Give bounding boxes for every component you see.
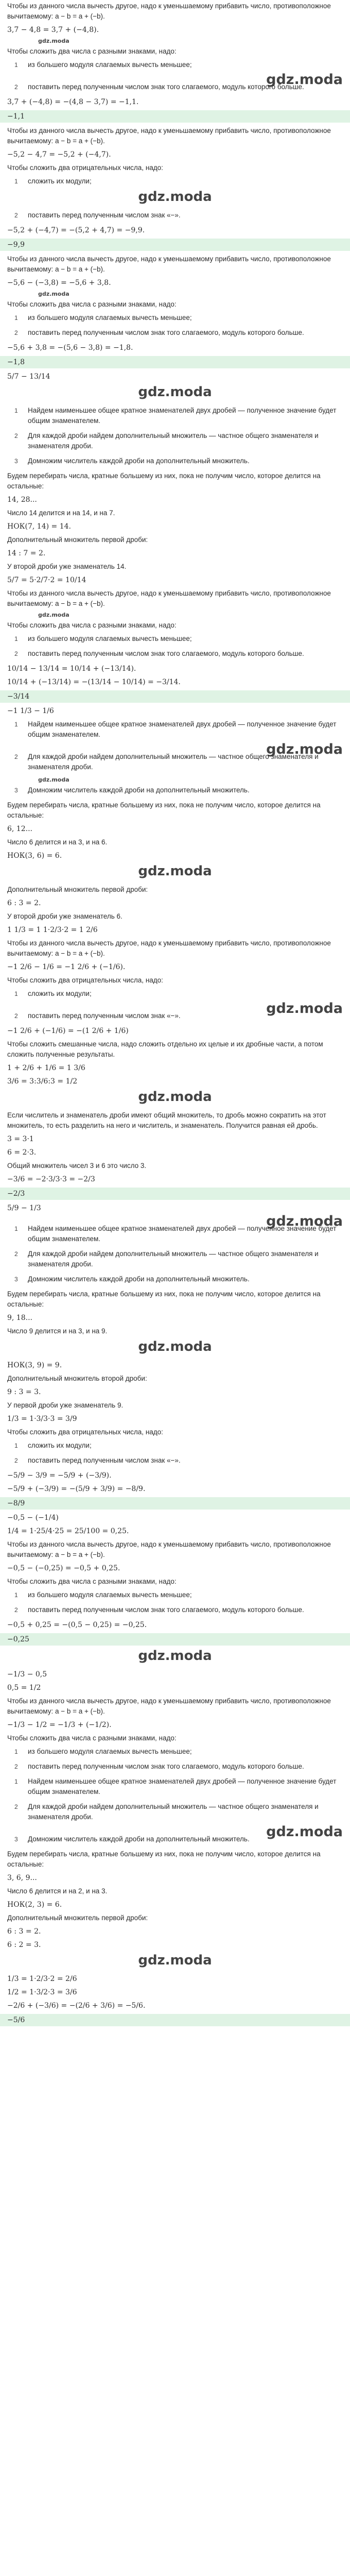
math-line: 5/7 − 13/14 — [7, 372, 50, 381]
text-line: Дополнительный множитель первой дроби: — [7, 1914, 148, 1922]
math-line: 5/7 = 5·2/7·2 = 10/14 — [7, 576, 86, 584]
math-line: 9, 18... — [7, 1314, 32, 1322]
list-item: 3 Домножим числитель каждой дроби на дополнительный множитель. — [14, 1835, 250, 1843]
list-item: 2 поставить перед полученным числом знак того слагаемого, модуль которого больше. — [14, 650, 304, 657]
math-line: −5,6 + 3,8 = −(5,6 − 3,8) = −1,8. — [7, 344, 133, 352]
rule-subtract: Чтобы из данного числа вычесть другое, надо к уменьшаемому прибавить число, противоположное вычитаемому: a − b = a + (−b). — [7, 589, 331, 607]
answer-line: −0,25 — [0, 1633, 350, 1646]
list-item: 1 сложить их модули; — [14, 177, 92, 185]
math-line: −3/6 = −2·3/3·3 = −2/3 — [7, 1175, 95, 1183]
math-line: НОК(3, 9) = 9. — [7, 1361, 62, 1369]
list-item: 1 сложить их модули; — [14, 990, 92, 997]
lcm-search: Будем перебирать числа, кратные большему из них, пока не получим число, которое делится на остальные: — [7, 472, 321, 490]
brand-watermark: gdz.moda — [266, 1824, 343, 1840]
list-item: 1 Найдем наименьшее общее кратное знаменателей двух дробей — полученное значение будет общим знаменателем. — [14, 406, 337, 425]
text-line: Число 6 делится и на 3, и на 6. — [7, 838, 108, 846]
list-item: 1 из большего модуля слагаемых вычесть меньшее; — [14, 1591, 192, 1599]
list-item: 1 из большего модуля слагаемых вычесть меньшее; — [14, 635, 192, 642]
list-item: 2 поставить перед полученным числом знак «−». — [14, 211, 181, 219]
brand-watermark: gdz.moda — [138, 189, 212, 205]
list-item: 2 Для каждой дроби найдем дополнительный множитель — частное общего знаменателя и знаменателя дроби. — [14, 753, 319, 771]
rule-neg-intro: Чтобы сложить два отрицательных числа, надо: — [7, 164, 163, 172]
rule-subtract: Чтобы из данного числа вычесть другое, надо к уменьшаемому прибавить число, противоположное вычитаемому: a − b = a + (−b). — [7, 2, 331, 20]
math-line: −5/9 + (−3/9) = −(5/9 + 3/9) = −8/9. — [7, 1485, 146, 1493]
math-line: 6 : 3 = 2. — [7, 899, 41, 907]
rule-diff-signs: Чтобы сложить два числа с разными знаками, надо: — [7, 1734, 177, 1742]
math-line: −0,5 − (−1/4) — [7, 1514, 59, 1522]
math-line: −1/3 − 0,5 — [7, 1670, 47, 1679]
text-line: У второй дроби уже знаменатель 6. — [7, 912, 122, 920]
text-line: У первой дроби уже знаменатель 9. — [7, 1401, 124, 1409]
math-line: −0,5 − (−0,25) = −0,5 + 0,25. — [7, 1564, 120, 1572]
brand-watermark: gdz.moda — [266, 72, 343, 88]
list-item: 2 поставить перед полученным числом знак «−». — [14, 1456, 181, 1464]
brand-watermark: gdz.moda — [138, 1089, 212, 1105]
rule-diff-signs: Чтобы сложить два числа с разными знаками, надо: — [7, 300, 177, 308]
text-line: Число 6 делится и на 2, и на 3. — [7, 1887, 108, 1895]
answer-line: −9,9 — [0, 239, 350, 251]
list-item: 3 Домножим числитель каждой дроби на дополнительный множитель. — [14, 1275, 250, 1283]
rule-diff-signs: Чтобы сложить два числа с разными знаками, надо: — [7, 621, 177, 629]
math-line: −1 2/6 + (−1/6) = −(1 2/6 + 1/6) — [7, 1027, 129, 1035]
text-line: Общий множитель чисел 3 и 6 это число 3. — [7, 1162, 147, 1170]
brand-watermark: gdz.moda — [138, 1953, 212, 1968]
math-line: −5,2 + (−4,7) = −(5,2 + 4,7) = −9,9. — [7, 226, 145, 234]
list-item: 1 Найдем наименьшее общее кратное знаменателей двух дробей — полученное значение будет общим знаменателем. — [14, 1777, 337, 1795]
math-line: НОК(2, 3) = 6. — [7, 1901, 62, 1909]
text-line: Если числитель и знаменатель дроби имеют общий множитель, то дробь можно сократить на этот множитель, то есть разделить на него и числитель, и знаменатель. Получится равная ей дробь. — [7, 1111, 326, 1129]
list-item: 2 Для каждой дроби найдем дополнительный множитель — частное общего знаменателя и знаменателя дроби. — [14, 1250, 319, 1268]
math-line: 14 : 7 = 2. — [7, 549, 46, 557]
math-line: 0,5 = 1/2 — [7, 1684, 41, 1692]
rule-diff-signs: Чтобы сложить два числа с разными знаками, надо: — [7, 1578, 177, 1585]
math-line: −1 2/6 − 1/6 = −1 2/6 + (−1/6). — [7, 963, 126, 971]
brand-watermark: gdz.moda — [138, 384, 212, 400]
text-line: Чтобы сложить смешанные числа, надо сложить отдельно их целые и их дробные части, а потом сложить полученные результаты. — [7, 1040, 323, 1058]
math-line: −0,5 + 0,25 = −(0,5 − 0,25) = −0,25. — [7, 1621, 147, 1629]
math-line: 10/14 + (−13/14) = −(13/14 − 10/14) = −3/14. — [7, 678, 181, 686]
list-item: 3 Домножим числитель каждой дроби на дополнительный множитель. — [14, 457, 250, 465]
list-item: 1 из большего модуля слагаемых вычесть меньшее; — [14, 1748, 192, 1755]
math-line: 3/6 = 3:3/6:3 = 1/2 — [7, 1077, 78, 1086]
rule-subtract: Чтобы из данного числа вычесть другое, надо к уменьшаемому прибавить число, противоположное вычитаемому: a − b = a + (−b). — [7, 255, 331, 273]
math-line: 1 1/3 = 1 1·2/3·2 = 1 2/6 — [7, 926, 98, 934]
text-line: Дополнительный множитель второй дроби: — [7, 1375, 147, 1382]
list-item: 1 из большего модуля слагаемых вычесть меньшее; — [14, 61, 192, 69]
brand-watermark: gdz.moda — [38, 38, 69, 44]
math-line: −1 1/3 − 1/6 — [7, 707, 54, 715]
math-line: 1/2 = 1·3/2·3 = 3/6 — [7, 1988, 77, 1996]
math-line: −1/3 − 1/2 = −1/3 + (−1/2). — [7, 1721, 112, 1729]
math-line: −5/9 − 3/9 = −5/9 + (−3/9). — [7, 1471, 112, 1480]
math-line: 3,7 − 4,8 = 3,7 + (−4,8). — [7, 26, 99, 34]
list-item: 1 из большего модуля слагаемых вычесть меньшее; — [14, 314, 192, 321]
brand-watermark: gdz.moda — [138, 863, 212, 879]
math-line: 1/4 = 1·25/4·25 = 25/100 = 0,25. — [7, 1527, 129, 1535]
math-line: 3, 6, 9... — [7, 1874, 37, 1882]
list-item: 2 поставить перед полученным числом знак того слагаемого, модуль которого больше. — [14, 83, 304, 91]
brand-watermark: gdz.moda — [38, 612, 69, 618]
answer-line: −8/9 — [0, 1497, 350, 1510]
rule-subtract: Чтобы из данного числа вычесть другое, надо к уменьшаемому прибавить число, противоположное вычитаемому: a − b = a + (−b). — [7, 1697, 331, 1715]
rule-subtract: Чтобы из данного числа вычесть другое, надо к уменьшаемому прибавить число, противоположное вычитаемому: a − b = a + (−b). — [7, 939, 331, 957]
rule-diff-signs: Чтобы сложить два числа с разными знаками, надо: — [7, 47, 177, 55]
brand-watermark: gdz.moda — [138, 1648, 212, 1664]
list-item: 2 поставить перед полученным числом знак того слагаемого, модуль которого больше. — [14, 1606, 304, 1614]
list-item: 1 Найдем наименьшее общее кратное знаменателей двух дробей — полученное значение будет общим знаменателем. — [14, 1225, 337, 1243]
text-line: Число 14 делится и на 14, и на 7. — [7, 509, 115, 517]
brand-watermark: gdz.moda — [266, 1213, 343, 1229]
list-item: 1 сложить их модули; — [14, 1442, 92, 1449]
math-line: 6 : 3 = 2. — [7, 1927, 41, 1936]
math-line: 1 + 2/6 + 1/6 = 1 3/6 — [7, 1064, 85, 1072]
list-item: 2 поставить перед полученным числом знак «−». — [14, 1012, 181, 1020]
rule-subtract: Чтобы из данного числа вычесть другое, надо к уменьшаемому прибавить число, противоположное вычитаемому: a − b = a + (−b). — [7, 127, 331, 145]
list-item: 2 поставить перед полученным числом знак того слагаемого, модуль которого больше. — [14, 1762, 304, 1770]
lcm-search: Будем перебирать числа, кратные большему из них, пока не получим число, которое делится на остальные: — [7, 801, 321, 819]
rule-subtract: Чтобы из данного числа вычесть другое, надо к уменьшаемому прибавить число, противоположное вычитаемому: a − b = a + (−b). — [7, 1540, 331, 1558]
answer-line: −1,8 — [0, 356, 350, 368]
math-line: −5,2 − 4,7 = −5,2 + (−4,7). — [7, 150, 111, 159]
text-line: Число 9 делится и на 3, и на 9. — [7, 1327, 108, 1335]
math-line: НОК(3, 6) = 6. — [7, 852, 62, 860]
rule-neg-intro: Чтобы сложить два отрицательных числа, надо: — [7, 976, 163, 984]
math-line: 3,7 + (−4,8) = −(4,8 − 3,7) = −1,1. — [7, 98, 139, 106]
math-line: 6 : 2 = 3. — [7, 1941, 41, 1949]
brand-watermark: gdz.moda — [38, 776, 69, 783]
list-item: 2 Для каждой дроби найдем дополнительный множитель — частное общего знаменателя и знаменателя дроби. — [14, 1803, 319, 1821]
answer-line: −1,1 — [0, 110, 350, 123]
math-line: 6, 12... — [7, 825, 32, 833]
math-line: 1/3 = 1·2/3·2 = 2/6 — [7, 1975, 77, 1983]
brand-watermark: gdz.moda — [38, 291, 69, 297]
brand-watermark: gdz.moda — [138, 1339, 212, 1354]
math-line: 1/3 = 1·3/3·3 = 3/9 — [7, 1415, 77, 1423]
rule-neg-intro: Чтобы сложить два отрицательных числа, надо: — [7, 1428, 163, 1436]
math-line: 9 : 3 = 3. — [7, 1388, 41, 1396]
math-line: −2/6 + (−3/6) = −(2/6 + 3/6) = −5/6. — [7, 2002, 146, 2010]
text-line: Дополнительный множитель первой дроби: — [7, 536, 148, 544]
lcm-search: Будем перебирать числа, кратные большему из них, пока не получим число, которое делится на остальные: — [7, 1290, 321, 1308]
text-line: Дополнительный множитель первой дроби: — [7, 886, 148, 893]
brand-watermark: gdz.moda — [266, 1001, 343, 1016]
brand-watermark: gdz.moda — [266, 741, 343, 757]
answer-line: −5/6 — [0, 2014, 350, 2026]
list-item: 1 Найдем наименьшее общее кратное знаменателей двух дробей — полученное значение будет общим знаменателем. — [14, 720, 337, 738]
answer-line: −3/14 — [0, 690, 350, 703]
math-line: 5/9 − 1/3 — [7, 1204, 41, 1212]
list-item: 2 поставить перед полученным числом знак того слагаемого, модуль которого больше. — [14, 329, 304, 336]
math-line: 3 = 3·1 — [7, 1135, 34, 1143]
answer-line: −2/3 — [0, 1188, 350, 1200]
lcm-search: Будем перебирать числа, кратные большему из них, пока не получим число, которое делится на остальные: — [7, 1850, 321, 1868]
math-line: 10/14 − 13/14 = 10/14 + (−13/14). — [7, 665, 136, 673]
math-line: −5,6 − (−3,8) = −5,6 + 3,8. — [7, 279, 111, 287]
list-item: 3 Домножим числитель каждой дроби на дополнительный множитель. — [14, 786, 250, 794]
math-line: 14, 28... — [7, 496, 37, 504]
math-line: 6 = 2·3. — [7, 1148, 37, 1157]
text-line: У второй дроби уже знаменатель 14. — [7, 563, 127, 570]
math-line: НОК(7, 14) = 14. — [7, 522, 71, 531]
list-item: 2 Для каждой дроби найдем дополнительный множитель — частное общего знаменателя и знаменателя дроби. — [14, 432, 319, 450]
